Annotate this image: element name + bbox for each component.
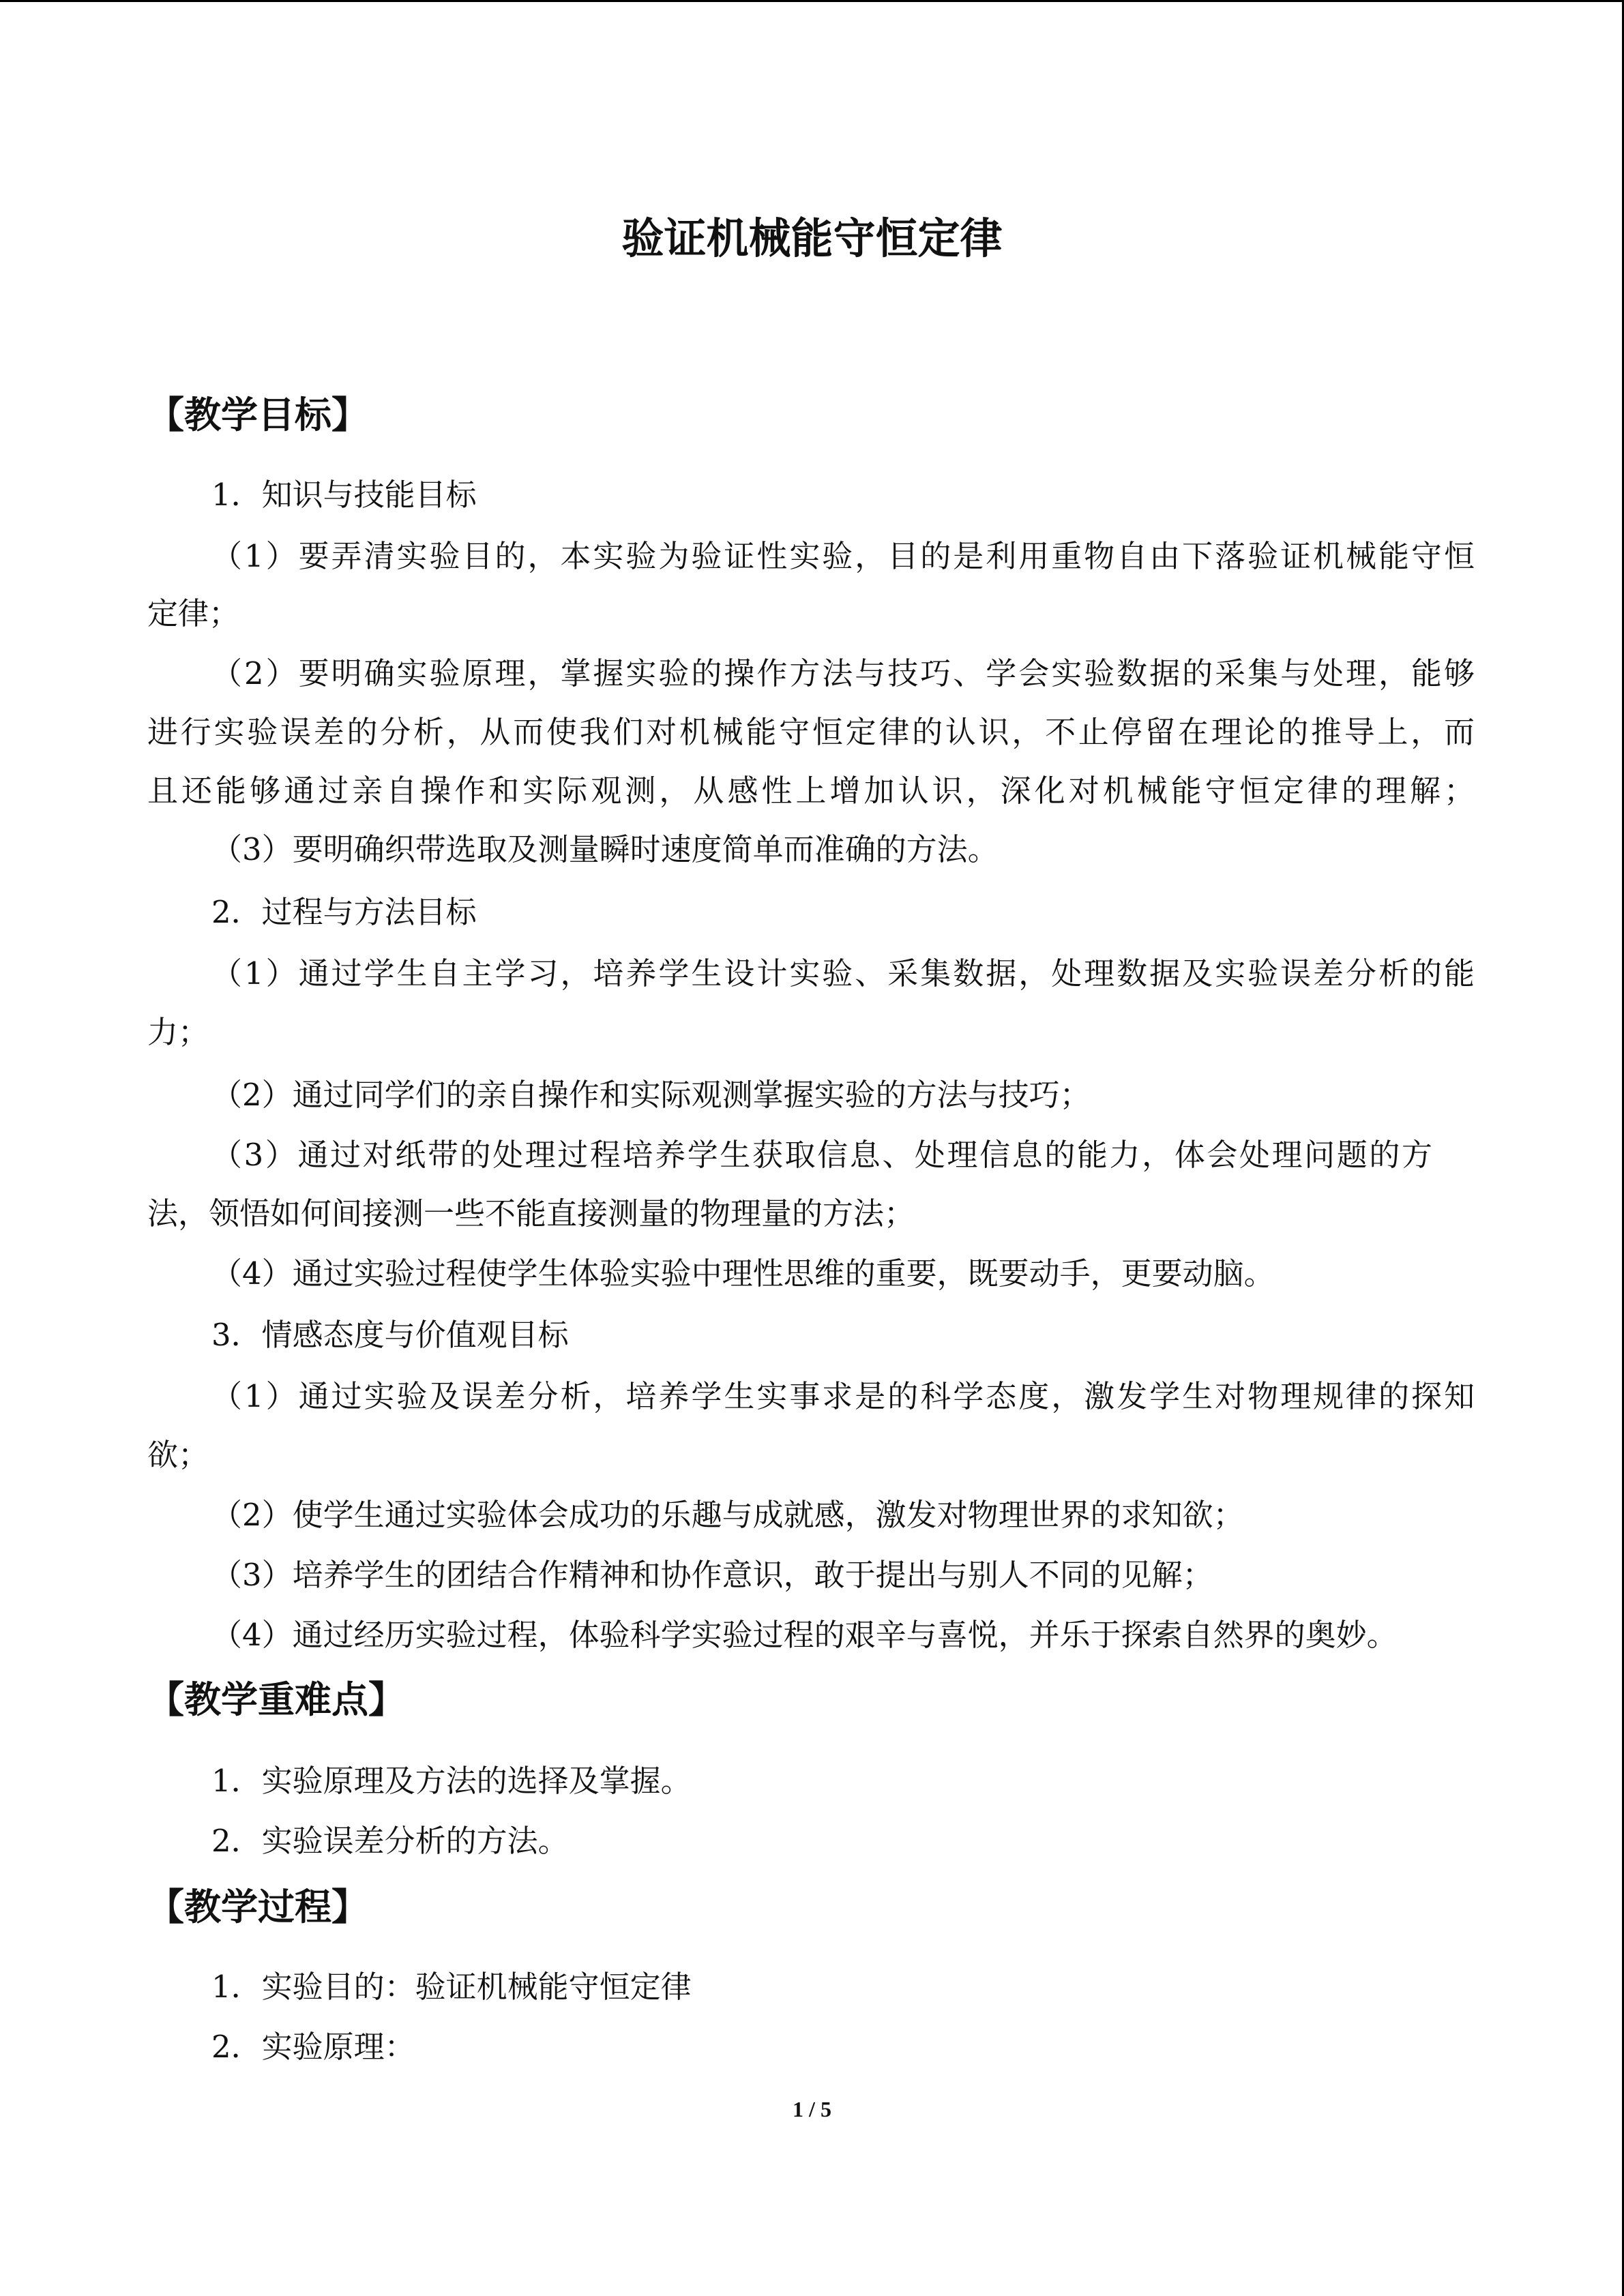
paragraph-line: 1．知识与技能目标 (211, 477, 477, 513)
paragraph-line: （3）培养学生的团结合作精神和协作意识，敢于提出与别人不同的见解； (211, 1557, 1213, 1593)
section-heading-objectives: 【教学目标】 (147, 393, 368, 436)
paragraph-line: 欲； (147, 1437, 209, 1473)
paragraph-line: （2）要明确实验原理，掌握实验的操作方法与技巧、学会实验数据的采集与处理，能够 (211, 655, 1475, 691)
paragraph-line: （3）要明确织带选取及测量瞬时速度简单而准确的方法。 (211, 831, 999, 867)
paragraph-line: 且还能够通过亲自操作和实际观测，从感性上增加认识，深化对机械能守恒定律的理解； (147, 773, 1475, 809)
paragraph-line: （3）通过对纸带的处理过程培养学生获取信息、处理信息的能力，体会处理问题的方 (211, 1137, 1432, 1173)
page-edge-top (0, 0, 1624, 2)
section-heading-process: 【教学过程】 (147, 1885, 368, 1928)
page-title: 验证机械能守恒定律 (621, 213, 1003, 263)
paragraph-line: （1）要弄清实验目的，本实验为验证性实验，目的是利用重物自由下落验证机械能守恒 (211, 538, 1475, 574)
paragraph-line: （1）通过实验及误差分析，培养学生实事求是的科学态度，激发学生对物理规律的探知 (211, 1378, 1475, 1414)
paragraph-line: （1）通过学生自主学习，培养学生设计实验、采集数据，处理数据及实验误差分析的能 (211, 955, 1475, 992)
paragraph-line: （4）通过实验过程使学生体验实验中理性思维的重要，既要动手，更要动脑。 (211, 1255, 1275, 1292)
paragraph-line: 2．过程与方法目标 (211, 894, 477, 930)
paragraph-line: 2．实验误差分析的方法。 (211, 1823, 569, 1859)
paragraph-line: （4）通过经历实验过程，体验科学实验过程的艰辛与喜悦，并乐于探索自然界的奥妙。 (211, 1617, 1398, 1653)
page-number: 1 / 5 (793, 2097, 831, 2121)
paragraph-line: 进行实验误差的分析，从而使我们对机械能守恒定律的认识，不止停留在理论的推导上，而 (147, 714, 1475, 750)
paragraph-line: （2）通过同学们的亲自操作和实际观测掌握实验的方法与技巧； (211, 1077, 1091, 1113)
paragraph-line: 3．情感态度与价值观目标 (211, 1317, 569, 1353)
paragraph-line: 定律； (147, 595, 240, 631)
paragraph-line: 1．实验原理及方法的选择及掌握。 (211, 1763, 692, 1799)
paragraph-line: 2．实验原理： (211, 2029, 415, 2065)
paragraph-line: 法，领悟如何间接测一些不能直接测量的物理量的方法； (147, 1195, 915, 1232)
paragraph-line: （2）使学生通过实验体会成功的乐趣与成就感，激发对物理世界的求知欲； (211, 1497, 1244, 1533)
paragraph-line: 力； (147, 1014, 209, 1050)
section-heading-key-points: 【教学重难点】 (147, 1678, 405, 1721)
paragraph-line: 1．实验目的：验证机械能守恒定律 (211, 1969, 692, 2005)
